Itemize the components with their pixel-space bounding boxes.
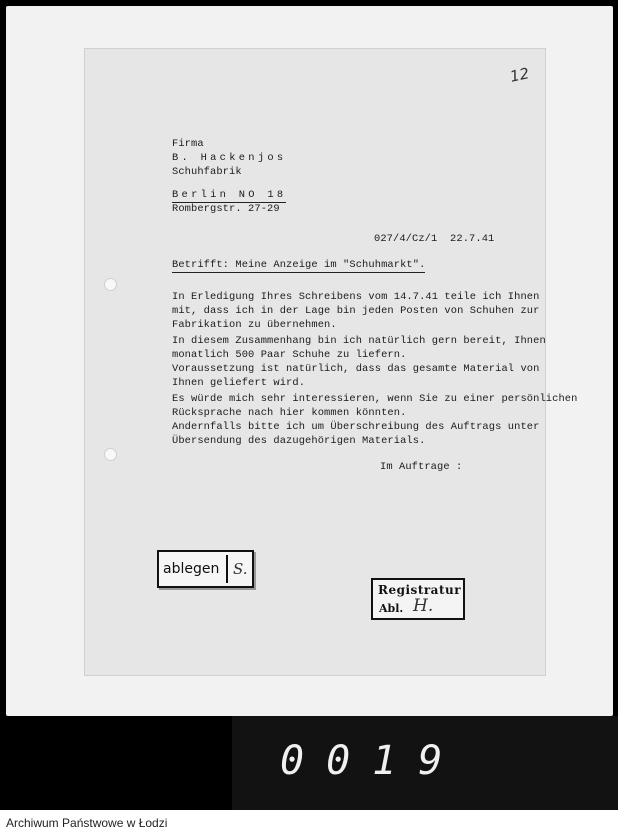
body-line-10: Andernfalls bitte ich um Überschreibung des Auftrags unter — [172, 421, 540, 433]
registratur-stamp-signature: H. — [413, 596, 434, 616]
body-line-8: Es würde mich sehr interessieren, wenn Sie zu einer persönlichen — [172, 393, 578, 405]
registratur-stamp — [371, 578, 465, 620]
body-line-9: Rücksprache nach hier kommen könnten. — [172, 407, 407, 419]
body-line-2: mit, dass ich in der Lage bin jeden Posten von Schuhen zur — [172, 305, 540, 317]
handwritten-page-number: 12 — [508, 64, 531, 86]
body-line-5: monatlich 500 Paar Schuhe zu liefern. — [172, 349, 407, 361]
subject-line: Betrifft: Meine Anzeige im "Schuhmarkt". — [172, 259, 426, 271]
ablegen-stamp-initial: S. — [233, 560, 248, 578]
body-line-6: Voraussetzung ist natürlich, dass das gesamte Material von — [172, 363, 540, 375]
body-line-3: Fabrikation zu übernehmen. — [172, 319, 337, 331]
frame-counter: 0019 — [280, 738, 465, 784]
address-company: B. Hackenjos — [172, 152, 287, 164]
address-type: Schuhfabrik — [172, 166, 242, 178]
ablegen-stamp-label: ablegen — [163, 561, 220, 577]
letter-page — [84, 48, 546, 676]
closing-line: Im Auftrage : — [380, 461, 463, 473]
body-line-7: Ihnen geliefert wird. — [172, 377, 306, 389]
body-line-1: In Erledigung Ihres Schreibens vom 14.7.41 teile ich Ihnen — [172, 291, 540, 303]
address-firma: Firma — [172, 138, 204, 150]
ablegen-stamp — [157, 550, 254, 588]
punch-hole-bottom — [104, 448, 117, 461]
registratur-stamp-title: Registratur — [378, 583, 462, 597]
body-line-4: In diesem Zusammenhang bin ich natürlich gern bereit, Ihnen — [172, 335, 546, 347]
registratur-stamp-abbr: Abl. — [379, 602, 404, 615]
reference-date: 027/4/Cz/1 22.7.41 — [374, 233, 495, 245]
address-street: Rombergstr. 27-29 — [172, 203, 280, 215]
address-city: Berlin NO 18 — [172, 189, 287, 201]
archive-name: Archiwum Państwowe w Łodzi — [6, 816, 168, 830]
punch-hole-top — [104, 278, 117, 291]
body-line-11: Übersendung des dazugehörigen Materials. — [172, 435, 426, 447]
